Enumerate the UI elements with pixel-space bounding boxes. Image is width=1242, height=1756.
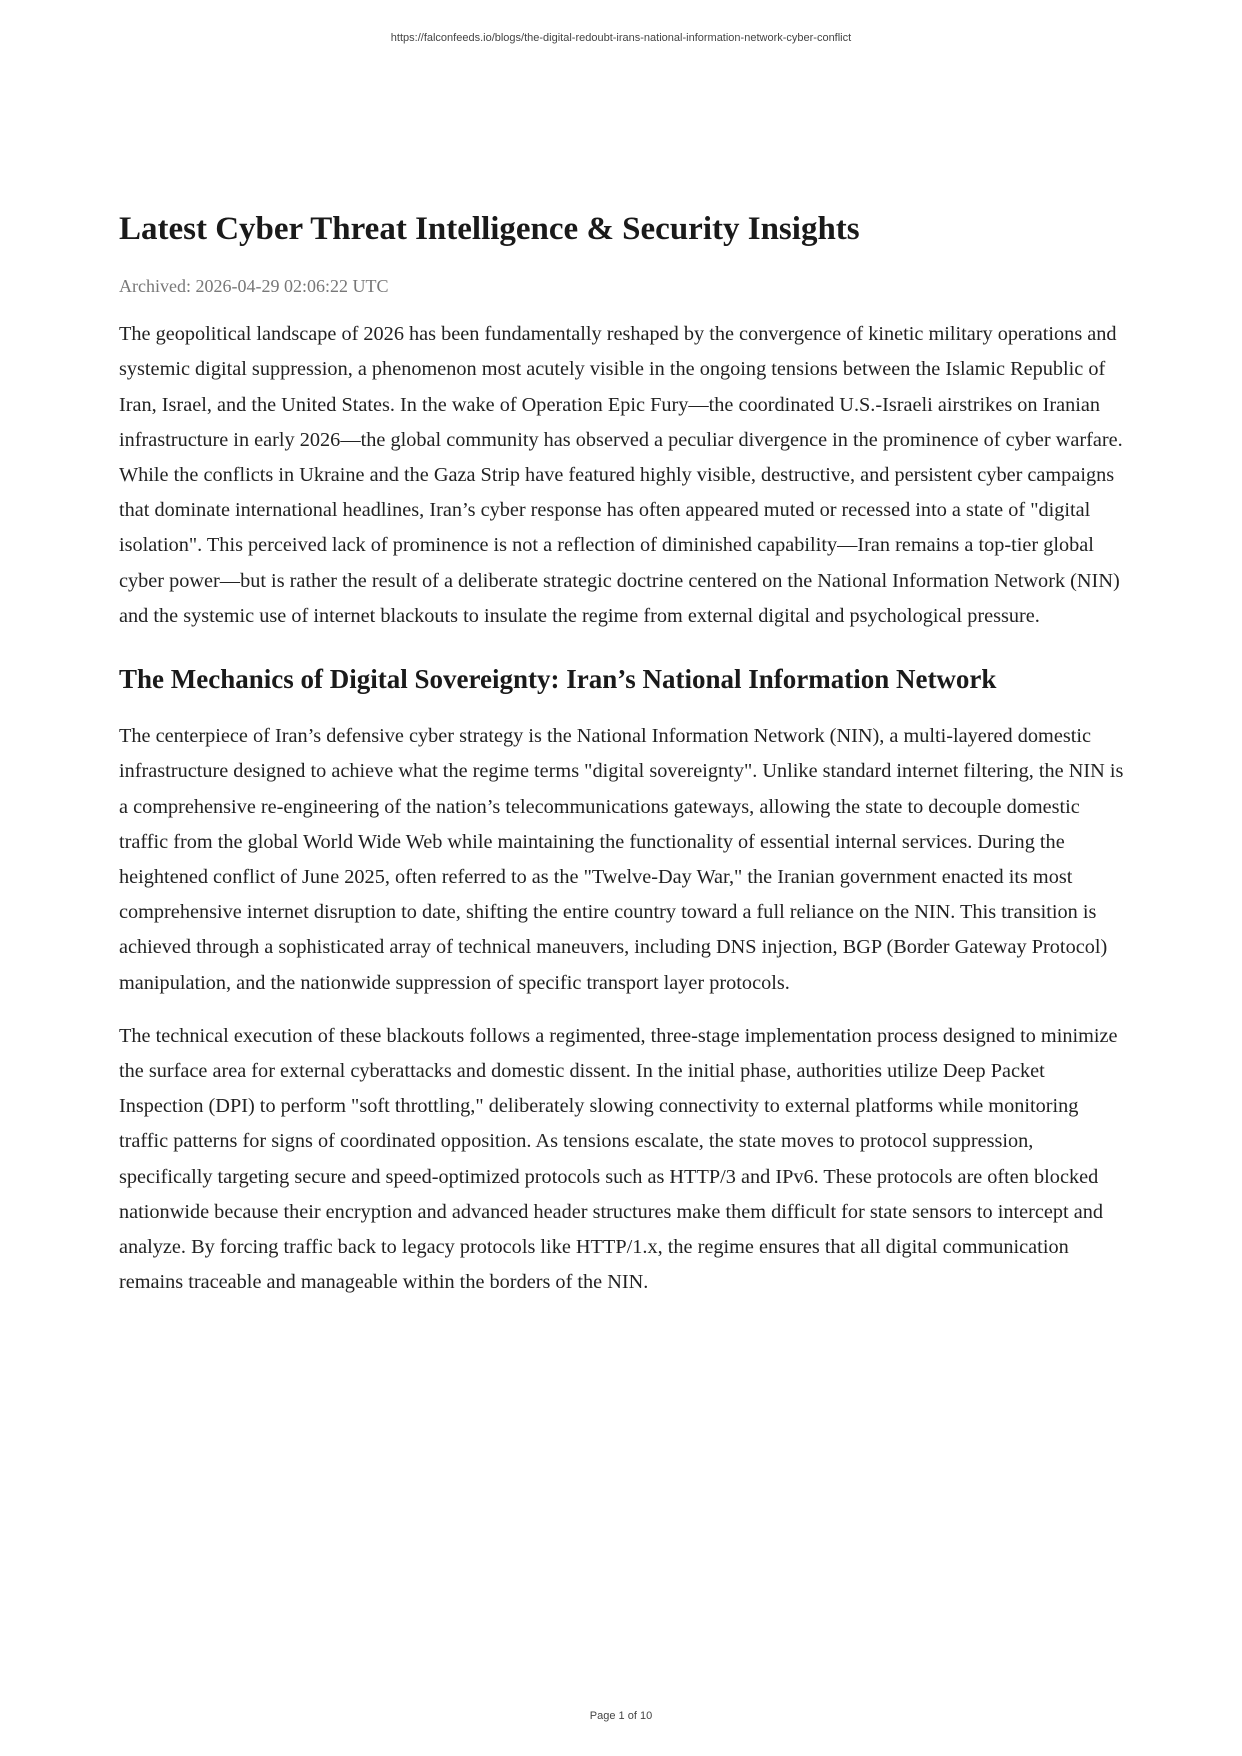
section-heading: The Mechanics of Digital Sovereignty: Iran’s National Information Network [119, 664, 997, 695]
intro-paragraph: The geopolitical landscape of 2026 has been fundamentally reshaped by the convergence of kinetic military operations and systemic digital suppression, a phenomenon most acutely visible in the ongoing tensions between the Islamic Republic of Iran, Israel, and the United States. In the wake of Operation Epic Fury—the coordinated U.S.-Israeli airstrikes on Iranian infrastructure in early 2026—the global community has observed a peculiar divergence in the prominence of cyber warfare. While the conflicts in Ukraine and the Gaza Strip have featured highly visible, destructive, and persistent cyber campaigns that dominate international headlines, Iran’s cyber response has often appeared muted or recessed into a state of "digital isolation". This perceived lack of prominence is not a reflection of diminished capability—Iran remains a top-tier global cyber power—but is rather the result of a deliberate strategic doctrine centered on the National Information Network (NIN) and the systemic use of internet blackouts to insulate the regime from external digital and psychological pressure. [119, 323, 1123, 627]
archived-timestamp: Archived: 2026-04-29 02:06:22 UTC [119, 275, 389, 296]
page-title: Latest Cyber Threat Intelligence & Security Insights [119, 211, 860, 247]
page-url-header: https://falconfeeds.io/blogs/the-digital-redoubt-irans-national-information-network-cyber-conflict [390, 32, 852, 44]
section-digital-sovereignty [119, 662, 1129, 1300]
section-paragraph: The technical execution of these blackouts follows a regimented, three-stage implementation process designed to minimize the surface area for external cyberattacks and domestic dissent. In the initial phase, authorities utilize Deep Packet Inspection (DPI) to perform "soft throttling," deliberately slowing connectivity to external platforms while monitoring traffic patterns for signs of coordinated opposition. As tensions escalate, the state moves to protocol suppression, specifically targeting secure and speed-optimized protocols such as HTTP/3 and IPv6. These protocols are often blocked nationwide because their encryption and advanced header structures make them difficult for state sensors to intercept and analyze. By forcing traffic back to legacy protocols like HTTP/1.x, the regime ensures that all digital communication remains traceable and manageable within the borders of the NIN. [119, 1024, 1118, 1294]
section-paragraph: The centerpiece of Iran’s defensive cyber strategy is the National Information Network (NIN), a multi-layered domestic infrastructure designed to achieve what the regime terms "digital sovereignty". Unlike standard internet filtering, the NIN is a comprehensive re-engineering of the nation’s telecommunications gateways, allowing the state to decouple domestic traffic from the global World Wide Web while maintaining the functionality of essential internal services. During the heightened conflict of June 2025, often referred to as the "Twelve-Day War," the Iranian government enacted its most comprehensive internet disruption to date, shifting the entire country toward a full reliance on the NIN. This transition is achieved through a sophisticated array of technical maneuvers, including DNS injection, BGP (Border Gateway Protocol) manipulation, and the nationwide suppression of specific transport layer protocols. [119, 725, 1124, 994]
page-number: Page 1 of 10 [589, 1710, 653, 1722]
article [119, 210, 1129, 1300]
